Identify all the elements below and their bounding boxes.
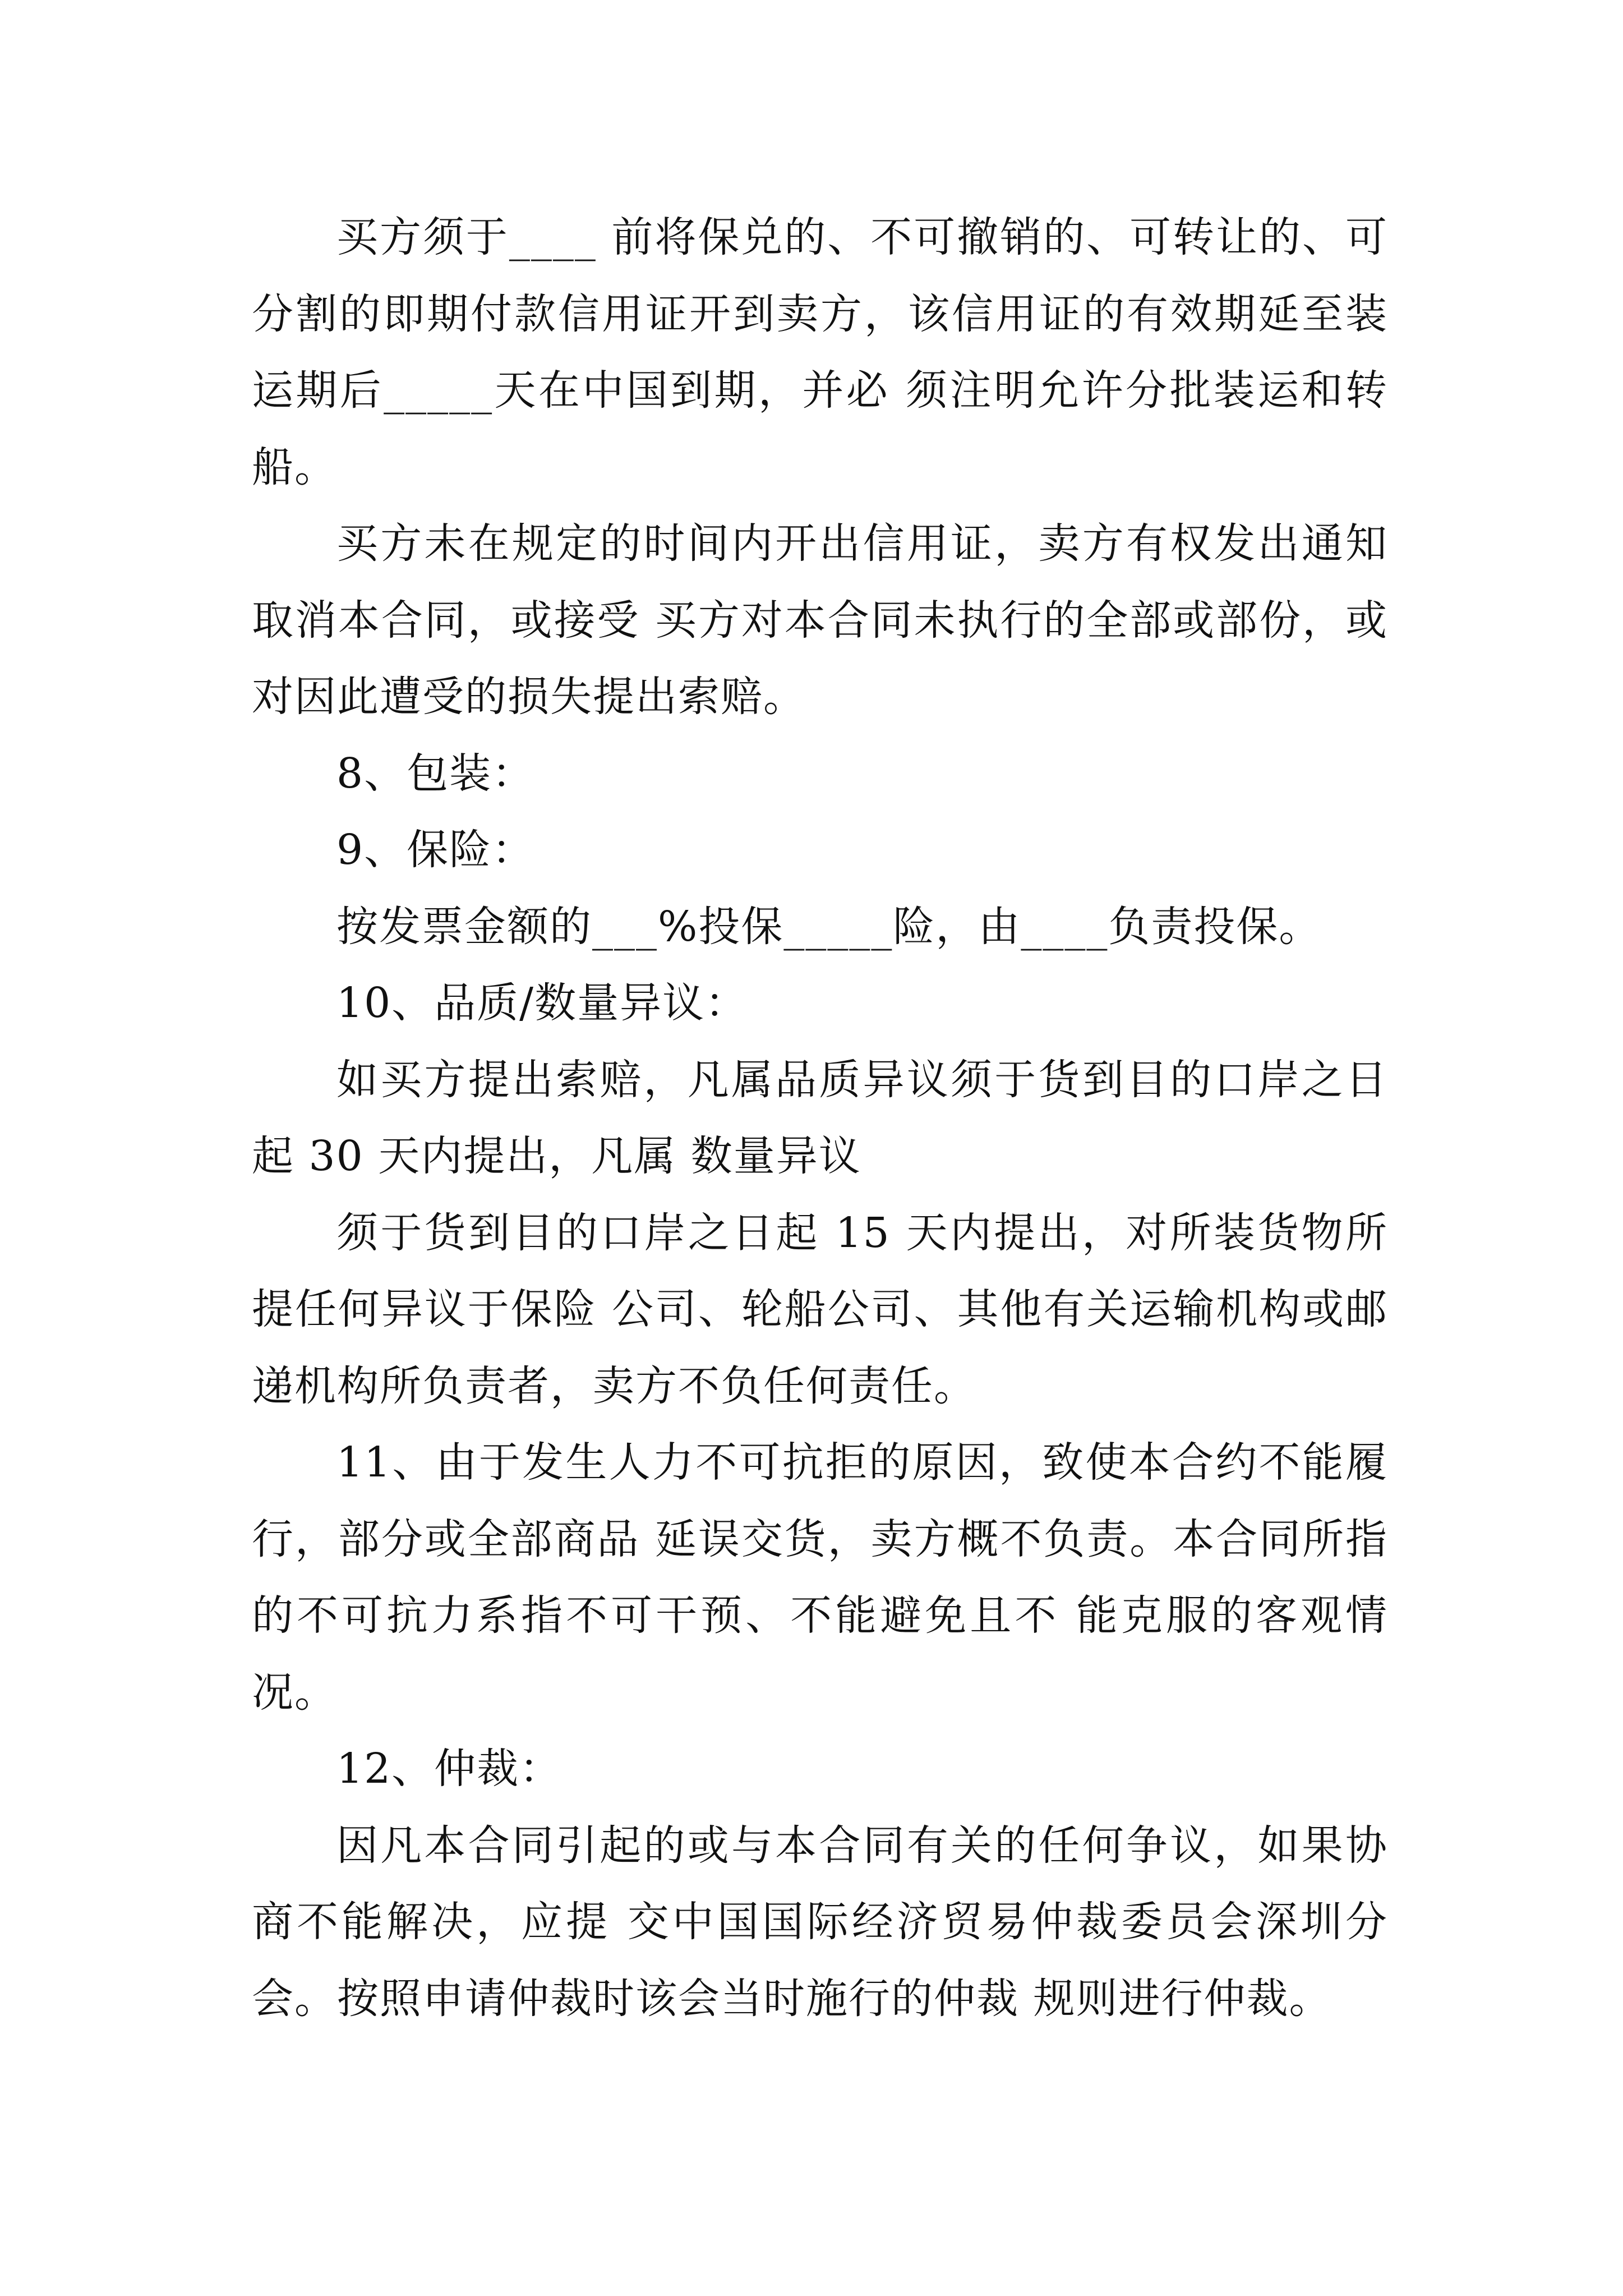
paragraph-packing-heading: 8、包装： <box>336 749 535 798</box>
paragraph-quality-claims: 如买方提出索赔，凡属品质异议须于货到目的口岸之日起 30 天内提出，凡属 数量异议 <box>252 1055 1388 1180</box>
paragraph-credit-default: 买方未在规定的时间内开出信用证，卖方有权发出通知取消本合同，或接受 买方对本合同未执行的全部或部份，或对因此遭受的损失提出索赔。 <box>252 519 1388 721</box>
paragraph-quantity-claims: 须于货到目的口岸之日起 15 天内提出，对所装货物所提任何异议于保险 公司、轮船公司、其他有关运输机构或邮递机构所负责者，卖方不负任何责任。 <box>252 1208 1388 1410</box>
paragraph-insurance-heading: 9、保险： <box>336 826 535 874</box>
paragraph-arbitration-terms: 因凡本合同引起的或与本合同有关的任何争议，如果协商不能解决，应提 交中国国际经济贸易仲裁委员会深圳分会。按照申请仲裁时该会当时施行的仲裁 规则进行仲裁。 <box>252 1821 1388 2023</box>
paragraph-arbitration-heading: 12、仲裁： <box>336 1745 562 1793</box>
paragraph-claims-heading: 10、品质/数量异议： <box>336 979 748 1027</box>
paragraph-insurance-terms: 按发票金额的___%投保_____险，由____负责投保。 <box>336 902 1322 951</box>
paragraph-letter-of-credit: 买方须于____ 前将保兑的、不可撤销的、可转让的、可分割的即期付款信用证开到卖方，该信用证的有效期延至装运期后_____天在中国到期，并必 须注明允许分批装运和转船。 <box>252 213 1388 491</box>
document-body <box>252 199 1388 2037</box>
paragraph-force-majeure: 11、由于发生人力不可抗拒的原因，致使本合约不能履行，部分或全部商品 延误交货，卖方概不负责。本合同所指的不可抗力系指不可干预、不能避免且不 能克服的客观情况。 <box>252 1438 1388 1717</box>
